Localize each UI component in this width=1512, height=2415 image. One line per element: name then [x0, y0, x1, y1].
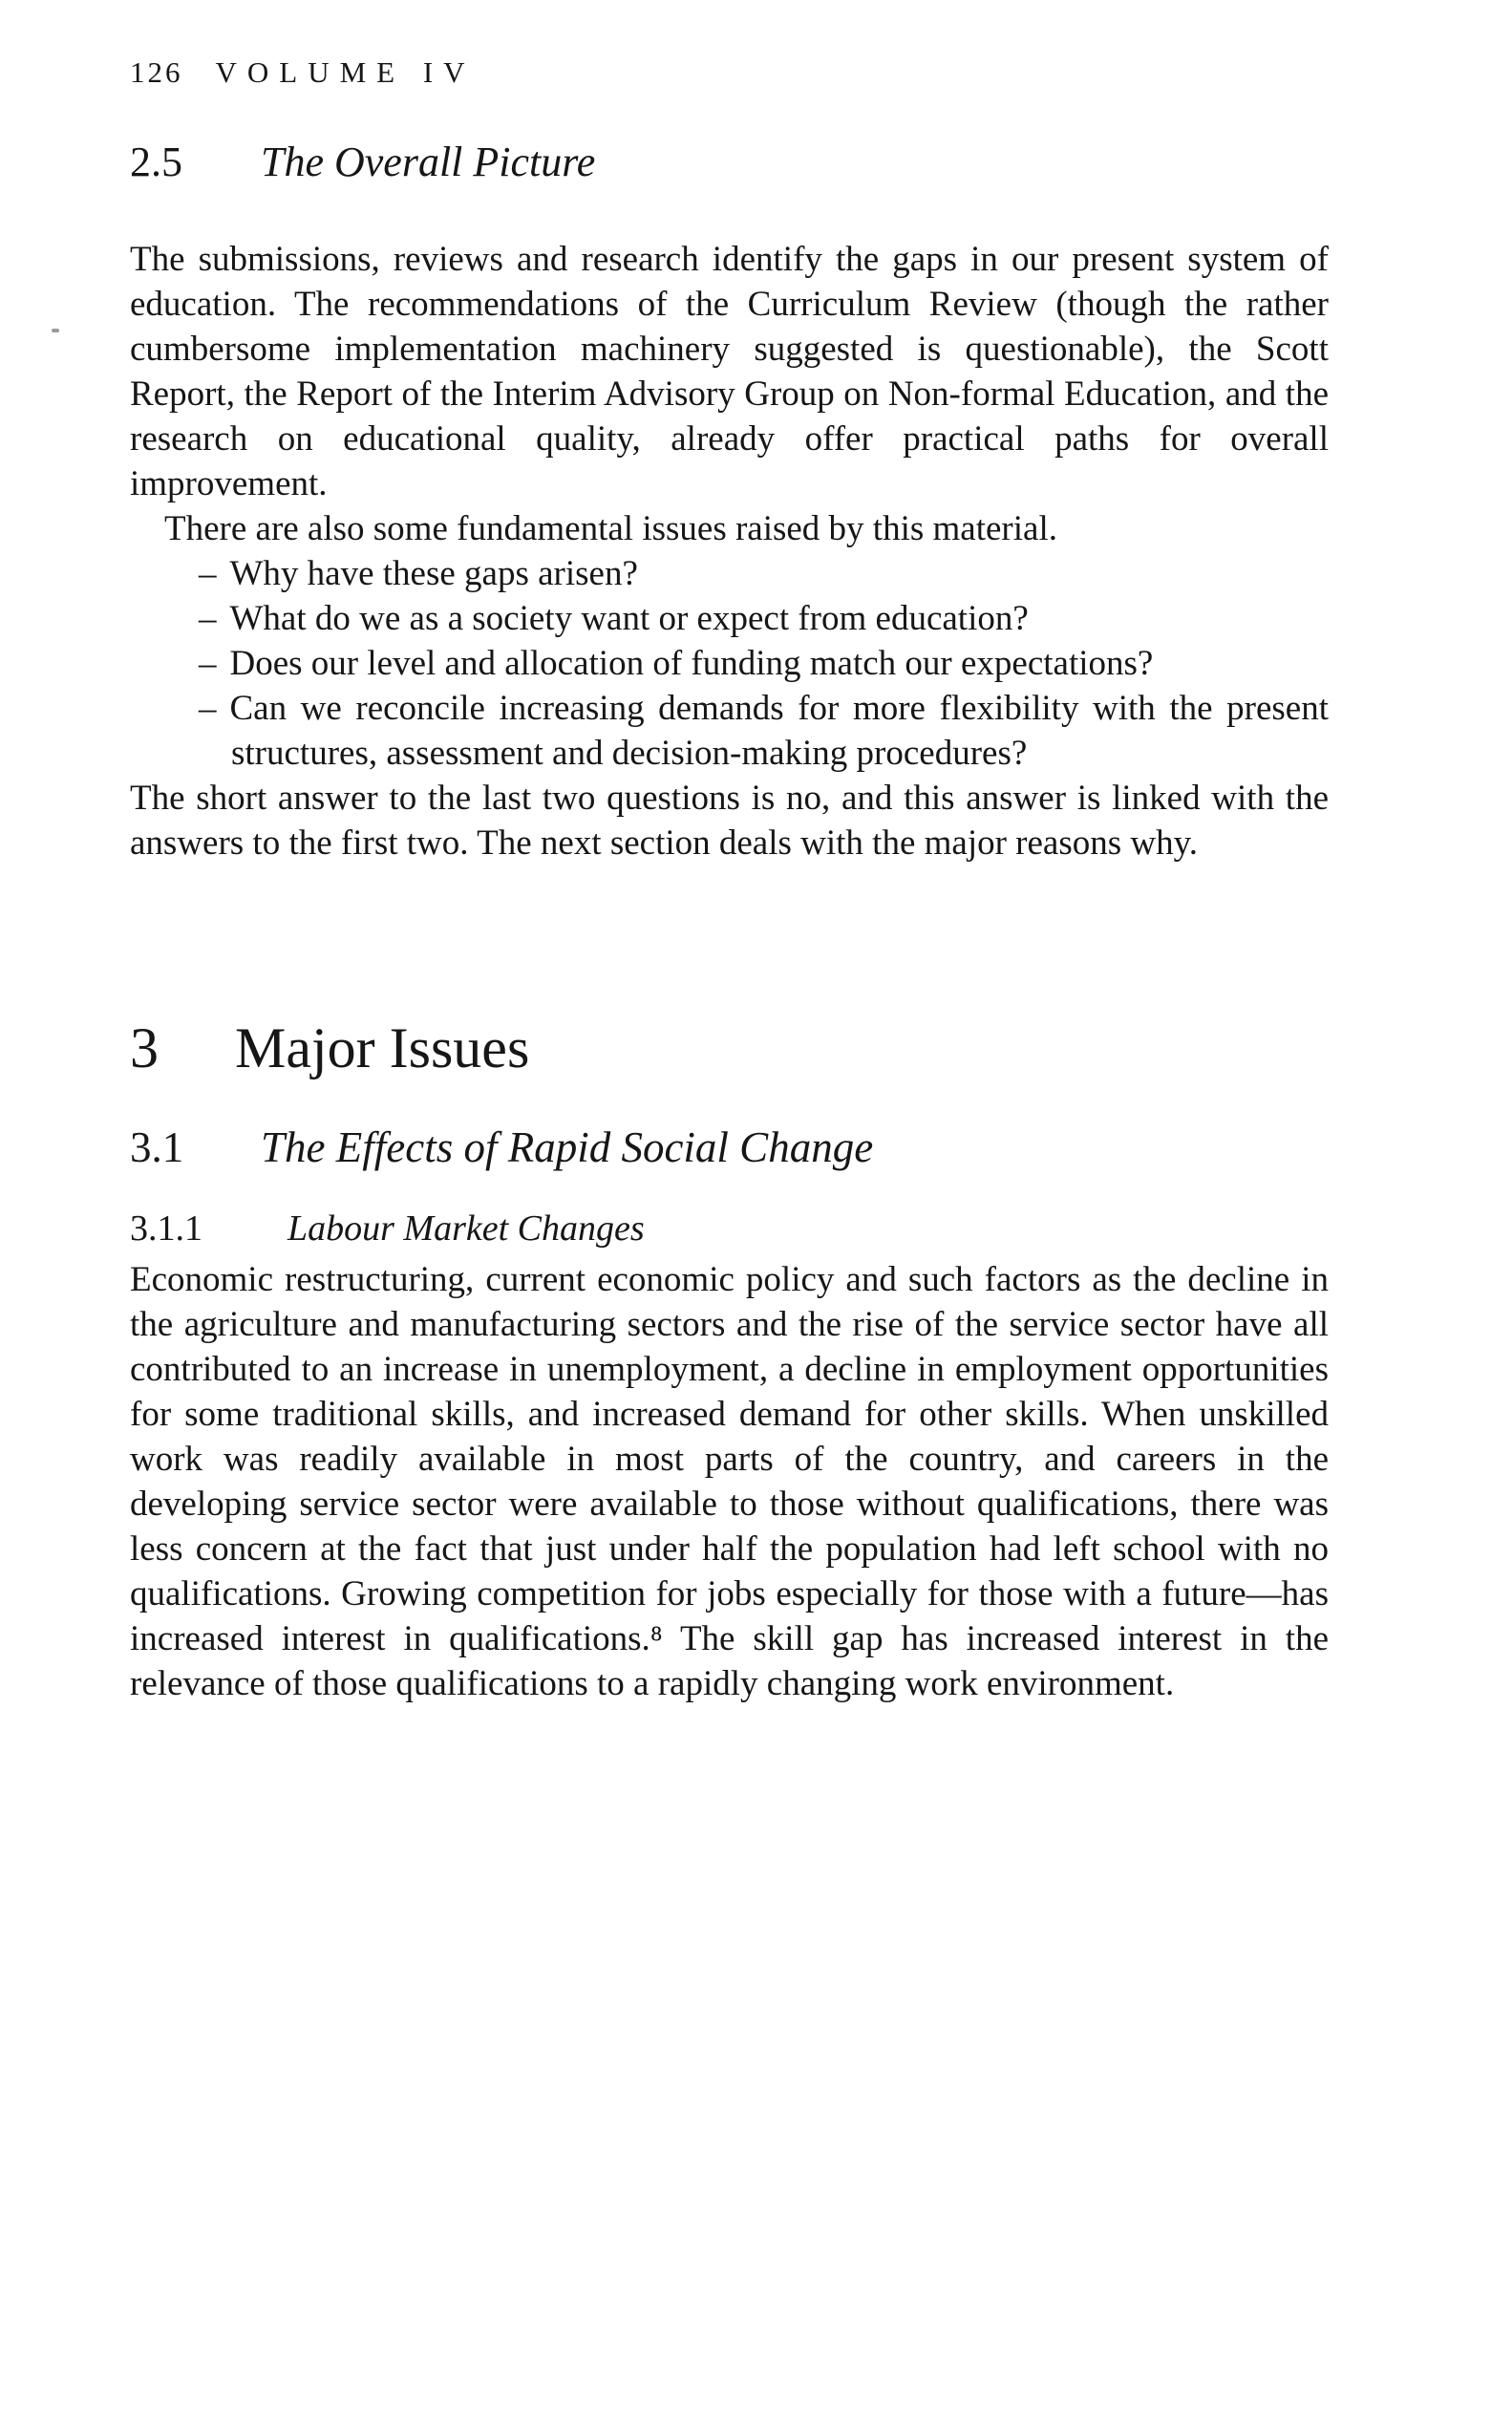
question-text: Why have these gaps arisen?	[229, 554, 638, 594]
question-text: Does our level and allocation of funding match our expectations?	[229, 644, 1154, 684]
page-number: 126	[130, 55, 183, 89]
paragraph-overall-2: There are also some fundamental issues raised by this material.	[164, 509, 1057, 549]
list-item	[130, 641, 1329, 686]
paragraph-overall-1: The submissions, reviews and research identify the gaps in our present system of education. The recommendations of the Curriculum Review (though the rather cumbersome implementation machinery suggested is questionable), the Scott Report, the Report of the Interim Advisory Group on Non-formal Education, and the research on educational quality, already offer practical paths for overall improvement.	[130, 240, 1329, 504]
question-text: What do we as a society want or expect from education?	[229, 599, 1029, 639]
section-number: 2.5	[130, 139, 182, 185]
list-item	[130, 551, 1329, 596]
section-heading-2-5	[130, 139, 1329, 185]
issues-list	[130, 551, 1329, 776]
section-number: 3.1	[130, 1123, 184, 1172]
running-header	[130, 55, 1329, 90]
paragraph-overall-3: The short answer to the last two questions is no, and this answer is linked with the answers to the first two. The next section deals with the major reasons why.	[130, 779, 1329, 864]
subsection-title: Labour Market Changes	[287, 1208, 645, 1250]
dash-marker: –	[199, 599, 217, 639]
list-item	[130, 596, 1329, 641]
scan-artifact	[52, 329, 59, 332]
section-heading-3-1	[130, 1123, 1329, 1173]
section-title: The Overall Picture	[261, 139, 596, 185]
list-item	[130, 686, 1329, 776]
chapter-number: 3	[130, 1016, 159, 1080]
dash-marker: –	[199, 644, 217, 684]
dash-marker: –	[199, 554, 217, 594]
subsection-heading-3-1-1	[130, 1208, 1329, 1251]
paragraph-labour-market: Economic restructuring, current economic policy and such factors as the decline in the agriculture and manufacturing sectors and the rise of the service sector have all contributed to an increase in unemployment, a decline in employment opportunities for some traditional skills, and increased demand for other skills. When unskilled work was readily available in most parts of the country, and careers in the developing service sector were available to those without qualifications, there was less concern at the fact that just under half the population had left school with no qualifications. Growing competition for jobs especially for those with a future—has increased interest in qualifications.⁸ The skill gap has increased interest in the relevance of those qualifications to a rapidly changing work environment.	[130, 1259, 1329, 1703]
subsection-number: 3.1.1	[130, 1208, 202, 1250]
question-text: Can we reconcile increasing demands for more flexibility with the present structures, assessment and decision-making procedures?	[229, 689, 1329, 774]
section-title: The Effects of Rapid Social Change	[261, 1123, 874, 1172]
chapter-title: Major Issues	[235, 1016, 530, 1080]
dash-marker: –	[199, 689, 217, 729]
volume-label: VOLUME IV	[215, 55, 476, 89]
chapter-heading-3	[130, 1016, 1329, 1079]
